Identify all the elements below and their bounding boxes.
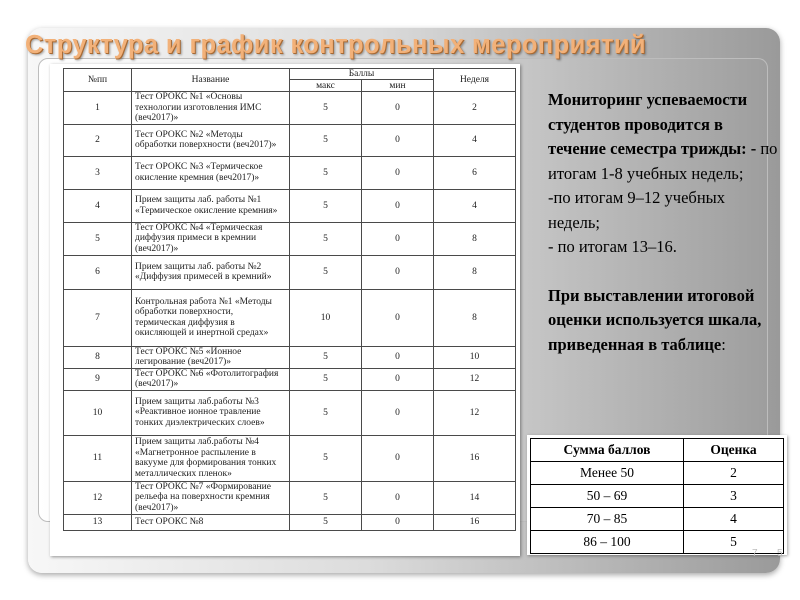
row-name: Прием защиты лаб.работы №3 «Реактивное ионное травление тонких диэлектрических слоев» bbox=[132, 390, 290, 435]
scale-intro: При выставлении итоговой оценки используется шкала, приведенная в таблице: bbox=[548, 285, 762, 354]
row-name: Прием защиты лаб.работы №4 «Магнетронное распыление в вакууме для формирования тонких металлических пленок» bbox=[132, 435, 290, 481]
schedule-row bbox=[64, 289, 516, 346]
scale-range: 50 – 69 bbox=[531, 485, 684, 508]
schedule-row bbox=[64, 390, 516, 435]
row-min: 0 bbox=[362, 435, 434, 481]
row-max: 5 bbox=[290, 189, 362, 222]
scale-row bbox=[531, 508, 784, 531]
row-number: 9 bbox=[64, 368, 132, 390]
row-week: 4 bbox=[434, 189, 516, 222]
header-week: Неделя bbox=[434, 69, 516, 92]
header-grade: Оценка bbox=[684, 439, 784, 462]
row-name: Тест ОРОКС №5 «Ионное легирование (веч2017)» bbox=[132, 346, 290, 368]
row-name: Тест ОРОКС №6 «Фотолитография (веч2017)» bbox=[132, 368, 290, 390]
row-number: 12 bbox=[64, 481, 132, 514]
schedule-row bbox=[64, 435, 516, 481]
row-week: 12 bbox=[434, 368, 516, 390]
scale-row bbox=[531, 485, 784, 508]
monitoring-text bbox=[548, 88, 780, 357]
scale-range: 86 – 100 bbox=[531, 531, 684, 554]
scale-row bbox=[531, 531, 784, 554]
row-min: 0 bbox=[362, 368, 434, 390]
row-max: 5 bbox=[290, 368, 362, 390]
row-week: 4 bbox=[434, 124, 516, 156]
schedule-row bbox=[64, 481, 516, 514]
row-number: 7 bbox=[64, 289, 132, 346]
row-max: 5 bbox=[290, 156, 362, 189]
row-number: 2 bbox=[64, 124, 132, 156]
row-week: 8 bbox=[434, 289, 516, 346]
row-max: 5 bbox=[290, 124, 362, 156]
row-min: 0 bbox=[362, 390, 434, 435]
monitoring-item-2: -по итогам 9–12 учебных недель; bbox=[548, 188, 725, 232]
header-name: Название bbox=[132, 69, 290, 92]
header-num: №пп bbox=[64, 69, 132, 92]
row-min: 0 bbox=[362, 156, 434, 189]
grade-scale-image bbox=[527, 435, 787, 555]
row-name: Тест ОРОКС №1 «Основы технологии изготовления ИМС (веч2017)» bbox=[132, 92, 290, 125]
scale-grade: 5 bbox=[684, 531, 784, 554]
row-max: 5 bbox=[290, 514, 362, 530]
monitoring-item-3: - по итогам 13–16. bbox=[548, 237, 677, 256]
monitoring-item-1: по итогам 1-8 учебных недель; bbox=[548, 139, 778, 183]
schedule-row bbox=[64, 189, 516, 222]
schedule-row bbox=[64, 222, 516, 255]
scale-range: Менее 50 bbox=[531, 462, 684, 485]
header-max: макс bbox=[290, 80, 362, 92]
row-min: 0 bbox=[362, 289, 434, 346]
schedule-row bbox=[64, 368, 516, 390]
row-name: Тест ОРОКС №3 «Термическое окисление кремния (веч2017)» bbox=[132, 156, 290, 189]
row-max: 5 bbox=[290, 255, 362, 289]
row-number: 13 bbox=[64, 514, 132, 530]
row-week: 10 bbox=[434, 346, 516, 368]
row-max: 5 bbox=[290, 390, 362, 435]
row-week: 6 bbox=[434, 156, 516, 189]
scale-grade: 4 bbox=[684, 508, 784, 531]
row-max: 10 bbox=[290, 289, 362, 346]
row-max: 5 bbox=[290, 222, 362, 255]
schedule-row bbox=[64, 156, 516, 189]
row-max: 5 bbox=[290, 346, 362, 368]
row-week: 2 bbox=[434, 92, 516, 125]
row-max: 5 bbox=[290, 481, 362, 514]
row-week: 12 bbox=[434, 390, 516, 435]
schedule-row bbox=[64, 514, 516, 530]
row-number: 3 bbox=[64, 156, 132, 189]
row-name: Тест ОРОКС №8 bbox=[132, 514, 290, 530]
schedule-table bbox=[63, 68, 516, 531]
schedule-row bbox=[64, 124, 516, 156]
row-name: Тест ОРОКС №7 «Формирование рельефа на поверхности кремния (веч2017)» bbox=[132, 481, 290, 514]
row-min: 0 bbox=[362, 514, 434, 530]
row-number: 1 bbox=[64, 92, 132, 125]
schedule-table-image bbox=[50, 64, 520, 556]
row-week: 16 bbox=[434, 514, 516, 530]
row-name: Тест ОРОКС №4 «Термическая диффузия примеси в кремнии (веч2017)» bbox=[132, 222, 290, 255]
row-week: 14 bbox=[434, 481, 516, 514]
header-points: Баллы bbox=[290, 69, 434, 80]
scale-row bbox=[531, 462, 784, 485]
row-number: 8 bbox=[64, 346, 132, 368]
row-min: 0 bbox=[362, 92, 434, 125]
page-number: 7 bbox=[752, 548, 758, 559]
row-min: 0 bbox=[362, 124, 434, 156]
row-number: 10 bbox=[64, 390, 132, 435]
grade-scale-table bbox=[530, 438, 784, 554]
row-week: 8 bbox=[434, 255, 516, 289]
header-sum: Сумма баллов bbox=[531, 439, 684, 462]
row-number: 11 bbox=[64, 435, 132, 481]
row-name: Прием защиты лаб. работы №2 «Диффузия примесей в кремний» bbox=[132, 255, 290, 289]
row-min: 0 bbox=[362, 222, 434, 255]
schedule-row bbox=[64, 255, 516, 289]
row-number: 6 bbox=[64, 255, 132, 289]
row-max: 5 bbox=[290, 435, 362, 481]
row-name: Прием защиты лаб. работы №1 «Термическое окисление кремния» bbox=[132, 189, 290, 222]
row-number: 4 bbox=[64, 189, 132, 222]
schedule-row bbox=[64, 346, 516, 368]
row-name: Тест ОРОКС №2 «Методы обработки поверхности (веч2017)» bbox=[132, 124, 290, 156]
row-min: 0 bbox=[362, 255, 434, 289]
slide-title: Структура и график контрольных мероприятий bbox=[25, 31, 646, 59]
row-week: 16 bbox=[434, 435, 516, 481]
scale-grade: 2 bbox=[684, 462, 784, 485]
row-min: 0 bbox=[362, 481, 434, 514]
row-max: 5 bbox=[290, 92, 362, 125]
row-number: 5 bbox=[64, 222, 132, 255]
header-min: мин bbox=[362, 80, 434, 92]
slide-number: 5 bbox=[777, 548, 783, 559]
row-min: 0 bbox=[362, 346, 434, 368]
schedule-row bbox=[64, 92, 516, 125]
row-week: 8 bbox=[434, 222, 516, 255]
monitoring-paragraph bbox=[548, 88, 780, 186]
scale-grade: 3 bbox=[684, 485, 784, 508]
scale-range: 70 – 85 bbox=[531, 508, 684, 531]
monitoring-lead: Мониторинг успеваемости студентов проводится в течение семестра трижды: - bbox=[548, 90, 757, 158]
row-min: 0 bbox=[362, 189, 434, 222]
row-name: Контрольная работа №1 «Методы обработки поверхности, термическая диффузия в окисляющей и инертной средах» bbox=[132, 289, 290, 346]
